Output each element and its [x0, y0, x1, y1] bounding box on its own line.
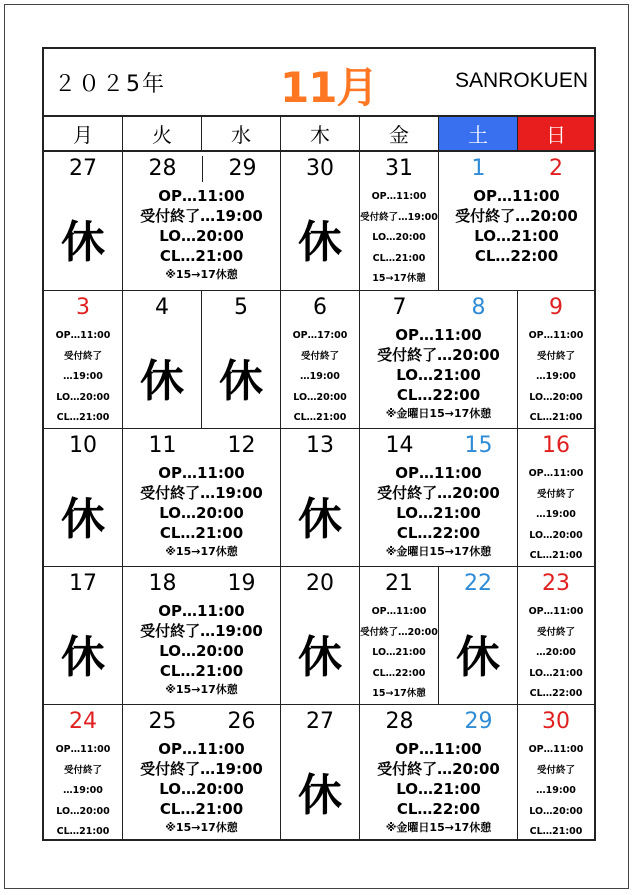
- date-number: 16: [542, 433, 570, 458]
- date-number: 27: [69, 156, 97, 181]
- hours-line: 受付終了: [300, 350, 339, 362]
- hours-line: LO…20:00: [529, 805, 583, 817]
- date-number: 26: [227, 709, 256, 734]
- day-cell: [281, 705, 360, 841]
- day-cell: [360, 567, 439, 705]
- hours-line: 受付終了: [63, 764, 102, 776]
- date-number: 15: [464, 433, 493, 458]
- day-cell: [281, 429, 360, 567]
- closed-mark: 休: [140, 356, 184, 407]
- hours-line: …19:00: [536, 371, 576, 382]
- hours-line: LO…20:00: [372, 232, 426, 243]
- hours-note: ※15→17休憩: [165, 683, 238, 696]
- date-number: 20: [306, 571, 334, 596]
- hours-info: [360, 187, 438, 290]
- day-cell: [202, 291, 281, 429]
- hours-line: OP…11:00: [528, 744, 584, 755]
- hours-line: 受付終了: [536, 626, 575, 638]
- hours-line: LO…20:00: [529, 391, 583, 403]
- hours-line: …19:00: [63, 785, 103, 796]
- date-number: 13: [306, 433, 334, 458]
- date-number: 18: [148, 571, 177, 596]
- date-number: 31: [385, 156, 413, 181]
- date-number: 12: [227, 433, 256, 458]
- hours-line: LO…20:00: [56, 805, 110, 817]
- hours-line: 受付終了…19:00: [360, 211, 438, 223]
- hours-line: LO…20:00: [529, 529, 583, 541]
- hours-info: [518, 602, 594, 705]
- closed-mark: 休: [298, 632, 342, 683]
- hours-line: LO…20:00: [159, 642, 244, 660]
- hours-line: 受付終了…20:00: [377, 346, 500, 364]
- date-number: 9: [549, 295, 563, 320]
- day-cell: [281, 567, 360, 705]
- hours-note: ※15→17休憩: [165, 545, 238, 558]
- day-cell-merged: [360, 291, 518, 429]
- day-cell: [123, 291, 202, 429]
- weekday-tue: 火: [123, 117, 202, 150]
- day-cell-merged: [360, 705, 518, 841]
- hours-line: CL…21:00: [56, 412, 110, 423]
- hours-line: OP…11:00: [55, 330, 111, 341]
- date-number: 19: [227, 571, 256, 596]
- hours-info: [518, 326, 594, 429]
- hours-line: CL…22:00: [474, 247, 559, 265]
- date-number: 3: [76, 295, 90, 320]
- hours-note: ※金曜日15→17休憩: [385, 821, 492, 834]
- hours-line: 受付終了…19:00: [140, 622, 263, 640]
- hours-line: CL…21:00: [529, 550, 583, 561]
- hours-line: …19:00: [63, 371, 103, 382]
- closed-mark: 休: [61, 217, 105, 268]
- hours-line: LO…20:00: [56, 391, 110, 403]
- closed-mark: 休: [298, 770, 342, 821]
- closed-mark: 休: [61, 494, 105, 545]
- hours-info: [360, 739, 517, 836]
- hours-note: 15→17休憩: [372, 273, 426, 284]
- weekday-wed: 水: [202, 117, 281, 150]
- hours-line: CL…21:00: [529, 412, 583, 423]
- hours-line: CL…21:00: [293, 412, 347, 423]
- day-cell: [44, 429, 123, 567]
- date-number: 1: [471, 156, 486, 181]
- hours-info: [123, 739, 280, 836]
- hours-note: ※15→17休憩: [165, 821, 238, 834]
- hours-info: [281, 326, 359, 429]
- hours-info: [44, 740, 122, 843]
- weekday-fri: 金: [360, 117, 439, 150]
- hours-note: ※金曜日15→17休憩: [385, 407, 492, 420]
- day-cell-merged: [123, 152, 281, 291]
- day-cell-merged: [123, 429, 281, 567]
- hours-line: …20:00: [536, 647, 576, 658]
- hours-info: [44, 326, 122, 429]
- weekday-mon: 月: [44, 117, 123, 150]
- hours-line: OP…17:00: [292, 330, 348, 341]
- day-cell-merged: [439, 152, 594, 291]
- hours-line: OP…11:00: [395, 326, 482, 344]
- date-number: 8: [471, 295, 486, 320]
- date-number: 7: [392, 295, 407, 320]
- hours-line: CL…21:00: [159, 247, 244, 265]
- hours-line: LO…21:00: [529, 667, 583, 679]
- hours-line: OP…11:00: [473, 187, 560, 205]
- day-cell-merged: [123, 705, 281, 841]
- day-cell: [439, 567, 518, 705]
- date-number: 28: [148, 156, 177, 181]
- hours-line: 受付終了: [536, 350, 575, 362]
- day-cell: [518, 429, 594, 567]
- hours-line: CL…22:00: [396, 386, 481, 404]
- date-number: 27: [306, 709, 334, 734]
- hours-line: OP…11:00: [55, 744, 111, 755]
- closed-mark: 休: [298, 494, 342, 545]
- hours-line: LO…20:00: [159, 780, 244, 798]
- shop-name: SANROKUEN: [454, 69, 588, 92]
- hours-line: OP…11:00: [395, 740, 482, 758]
- day-cell: [518, 291, 594, 429]
- hours-line: 受付終了: [536, 488, 575, 500]
- hours-line: LO…20:00: [159, 504, 244, 522]
- hours-info: [123, 601, 280, 698]
- date-number: 4: [155, 295, 169, 320]
- hours-line: OP…11:00: [371, 606, 427, 617]
- day-cell: [360, 152, 439, 291]
- hours-line: CL…21:00: [159, 662, 244, 680]
- day-cell: [518, 705, 594, 841]
- date-number: 30: [542, 709, 570, 734]
- day-cell: [44, 705, 123, 841]
- date-number: 10: [69, 433, 97, 458]
- hours-line: CL…21:00: [56, 826, 110, 837]
- hours-line: 受付終了: [536, 764, 575, 776]
- date-number: 22: [464, 571, 492, 596]
- day-cell-merged: [123, 567, 281, 705]
- date-number: 6: [313, 295, 327, 320]
- closed-mark: 休: [219, 356, 263, 407]
- date-number: 2: [549, 156, 563, 181]
- hours-line: OP…11:00: [528, 330, 584, 341]
- month-title: 11月: [280, 63, 378, 112]
- hours-line: LO…21:00: [372, 647, 426, 658]
- hours-info: [360, 463, 517, 560]
- weekday-sun: 日: [518, 117, 594, 150]
- hours-line: OP…11:00: [395, 464, 482, 482]
- hours-info: [518, 464, 594, 567]
- hours-line: 受付終了…19:00: [140, 207, 263, 225]
- hours-info: [439, 186, 594, 266]
- closed-mark: 休: [298, 217, 342, 268]
- hours-line: CL…21:00: [159, 524, 244, 542]
- weekday-sat: 土: [439, 117, 518, 150]
- hours-line: OP…11:00: [528, 468, 584, 479]
- hours-line: …19:00: [536, 785, 576, 796]
- date-number: 29: [464, 709, 493, 734]
- hours-line: OP…11:00: [371, 191, 427, 202]
- hours-line: LO…21:00: [396, 366, 481, 384]
- date-number: 29: [202, 156, 282, 182]
- hours-line: …19:00: [300, 371, 340, 382]
- date-number: 24: [69, 709, 97, 734]
- hours-line: 受付終了…20:00: [377, 760, 500, 778]
- hours-line: LO…21:00: [396, 780, 481, 798]
- calendar-sheet: [42, 47, 596, 841]
- hours-line: 受付終了…20:00: [360, 626, 438, 638]
- hours-line: CL…22:00: [372, 667, 426, 679]
- calendar-header: [44, 49, 594, 117]
- hours-line: LO…21:00: [396, 504, 481, 522]
- hours-info: [360, 325, 517, 422]
- hours-info: [123, 186, 280, 283]
- day-cell: [281, 291, 360, 429]
- hours-line: OP…11:00: [158, 187, 245, 205]
- hours-info: [360, 602, 438, 705]
- day-cell: [281, 152, 360, 291]
- closed-mark: 休: [456, 632, 500, 683]
- hours-line: 受付終了…20:00: [455, 207, 578, 225]
- day-cell: [44, 291, 123, 429]
- hours-note: ※金曜日15→17休憩: [385, 545, 492, 558]
- day-cell: [518, 567, 594, 705]
- hours-note: 15→17休憩: [372, 688, 426, 699]
- hours-line: CL…21:00: [372, 252, 426, 264]
- hours-line: LO…21:00: [474, 227, 559, 245]
- hours-line: 受付終了: [63, 350, 102, 362]
- hours-line: CL…21:00: [159, 800, 244, 818]
- hours-line: 受付終了…20:00: [377, 484, 500, 502]
- day-cell: [44, 567, 123, 705]
- hours-line: OP…11:00: [158, 464, 245, 482]
- hours-line: 受付終了…19:00: [140, 484, 263, 502]
- closed-mark: 休: [61, 632, 105, 683]
- date-number: 25: [148, 709, 177, 734]
- hours-line: LO…20:00: [159, 227, 244, 245]
- day-cell-merged: [360, 429, 518, 567]
- hours-line: …19:00: [536, 509, 576, 520]
- weekday-header: [44, 117, 594, 152]
- date-number: 28: [385, 709, 414, 734]
- weekday-thu: 木: [281, 117, 360, 150]
- year-label: ２０２5年: [54, 72, 166, 97]
- date-number: 17: [69, 571, 97, 596]
- hours-line: OP…11:00: [158, 602, 245, 620]
- hours-line: 受付終了…19:00: [140, 760, 263, 778]
- hours-line: OP…11:00: [528, 606, 584, 617]
- date-number: 11: [148, 433, 177, 458]
- hours-line: CL…21:00: [529, 826, 583, 837]
- date-number: 23: [542, 571, 570, 596]
- hours-line: LO…20:00: [293, 391, 347, 403]
- hours-line: CL…22:00: [396, 800, 481, 818]
- hours-line: CL…22:00: [396, 524, 481, 542]
- hours-info: [518, 740, 594, 843]
- hours-line: OP…11:00: [158, 740, 245, 758]
- date-number: 21: [385, 571, 413, 596]
- date-number: 14: [385, 433, 414, 458]
- hours-info: [123, 463, 280, 560]
- date-number: 30: [306, 156, 334, 181]
- date-number: 5: [234, 295, 248, 320]
- day-cell: [44, 152, 123, 291]
- hours-note: ※15→17休憩: [165, 268, 238, 281]
- calendar-grid: [44, 152, 594, 841]
- hours-line: CL…22:00: [529, 688, 583, 699]
